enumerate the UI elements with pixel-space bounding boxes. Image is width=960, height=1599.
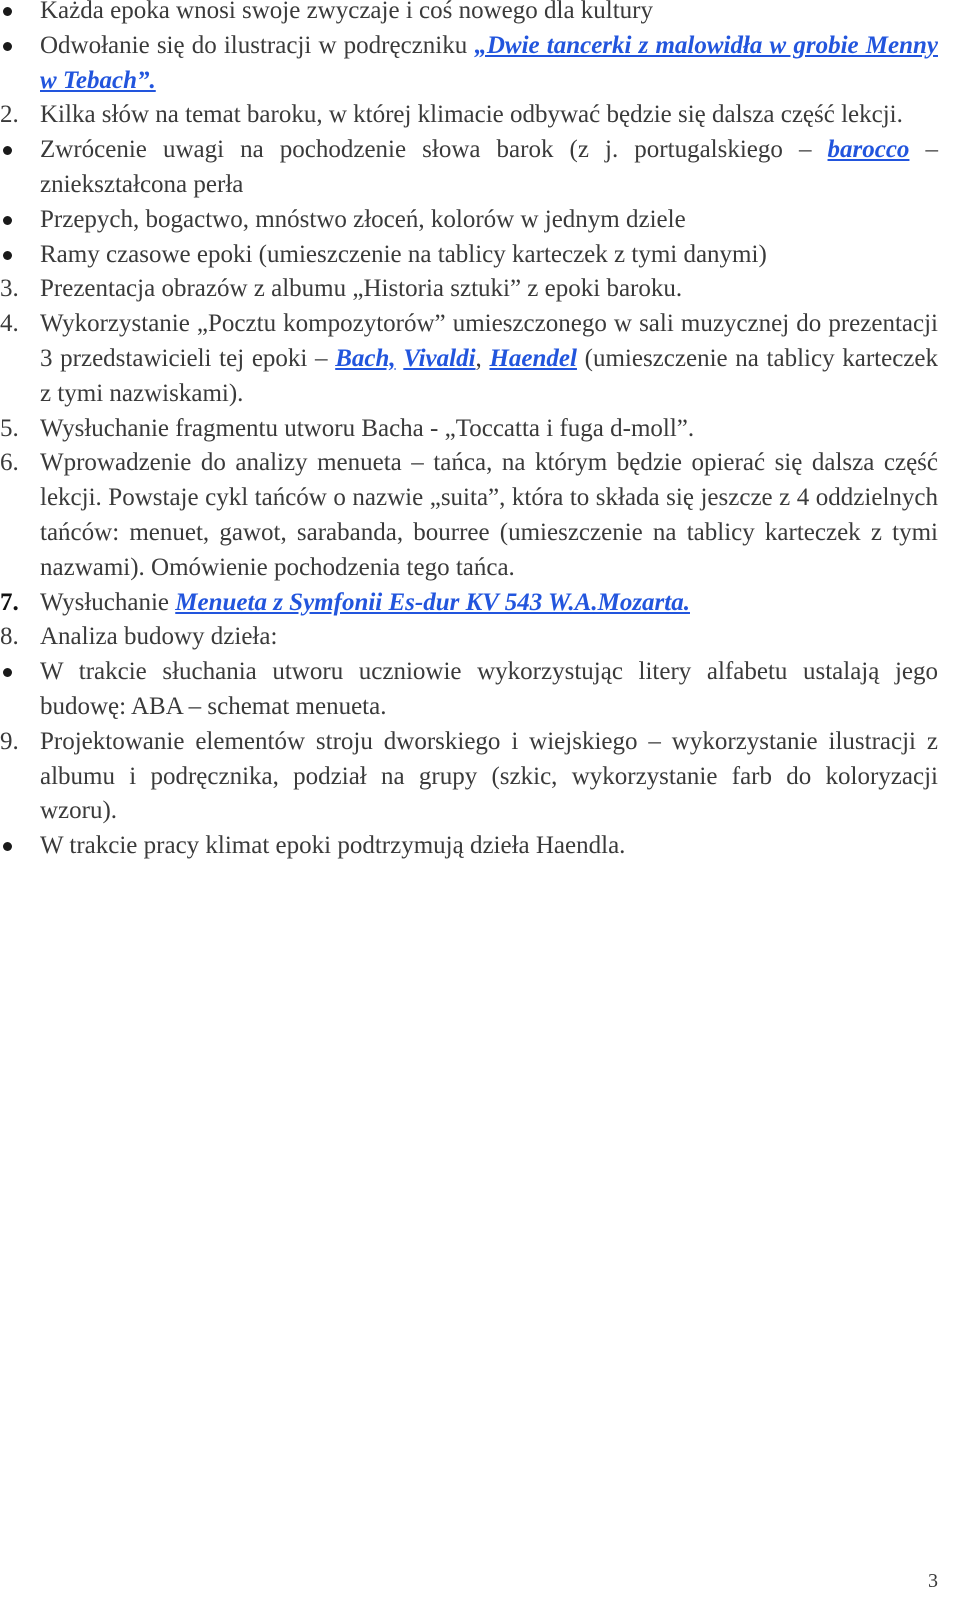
item-number: 2. bbox=[0, 101, 19, 129]
list-item bbox=[0, 412, 960, 447]
item-number: 7. bbox=[0, 588, 19, 616]
item-number: 5. bbox=[0, 414, 19, 442]
separator: , bbox=[475, 344, 490, 372]
illustration-link[interactable]: „Dwie tancerki z malowidła w grobie Menny w Tebach”. bbox=[40, 31, 938, 94]
list-item bbox=[0, 725, 960, 829]
item-number: 8. bbox=[0, 623, 19, 651]
list-item bbox=[0, 0, 960, 29]
barocco-link[interactable]: barocco bbox=[827, 136, 910, 164]
item-text: Kilka słów na temat baroku, w której klimacie odbywać będzie się dalsza część lekcji. bbox=[40, 101, 903, 129]
list-item bbox=[0, 586, 960, 621]
item-text: Wysłuchanie fragmentu utworu Bacha - „Toccatta i fuga d-moll”. bbox=[40, 414, 695, 442]
list-item bbox=[0, 133, 960, 203]
vivaldi-link[interactable]: Vivaldi bbox=[403, 344, 476, 372]
list-item bbox=[0, 620, 960, 655]
list-item bbox=[0, 446, 960, 585]
item-text: Przepych, bogactwo, mnóstwo złoceń, kolorów w jednym dziele bbox=[40, 205, 686, 233]
item-text: Ramy czasowe epoki (umieszczenie na tablicy karteczek z tymi danymi) bbox=[40, 240, 767, 268]
item-number: 9. bbox=[0, 727, 19, 755]
item-number: 6. bbox=[0, 449, 19, 477]
item-text: Wprowadzenie do analizy menueta – tańca, na którym będzie opierać się dalsza część lekcji. Powstaje cykl tańców o nazwie „suita”, która to składa się jeszcze z 4 oddzielnych tańców: menuet, gawot, sarabanda, bourree (umieszczenie na tablicy karteczek z tymi nazwami). Omówienie pochodzenia tego tańca. bbox=[40, 449, 938, 581]
item-text-after: – zniekształcona perła bbox=[40, 136, 939, 198]
item-text-after: (umieszczenie na tablicy karteczek z tymi nazwiskami). bbox=[40, 344, 938, 407]
list-item bbox=[0, 203, 960, 238]
list-item bbox=[0, 238, 960, 273]
list-item bbox=[0, 272, 960, 307]
list-item bbox=[0, 29, 960, 99]
item-text: Każda epoka wnosi swoje zwyczaje i coś nowego dla kultury bbox=[40, 0, 654, 24]
item-text: Analiza budowy dzieła: bbox=[40, 623, 278, 651]
item-text: Zwrócenie uwagi na pochodzenie słowa barok (z j. portugalskiego – bbox=[40, 136, 828, 164]
list-item bbox=[0, 307, 960, 411]
item-text: Projektowanie elementów stroju dworskiego i wiejskiego – wykorzystanie ilustracji z albumu i podręcznika, podział na grupy (szkic, wykorzystanie farb do koloryzacji wzoru). bbox=[40, 727, 938, 825]
item-text: W trakcie pracy klimat epoki podtrzymują dzieła Haendla. bbox=[40, 832, 626, 860]
item-number: 4. bbox=[0, 310, 19, 338]
page-number: 3 bbox=[928, 1570, 938, 1592]
item-text: Odwołanie się do ilustracji w podręczniku bbox=[40, 31, 475, 59]
item-text: Wysłuchanie bbox=[40, 588, 176, 616]
haendel-link[interactable]: Haendel bbox=[489, 344, 577, 372]
mozart-menuet-link[interactable]: Menueta z Symfonii Es-dur KV 543 W.A.Mozarta. bbox=[175, 588, 690, 616]
item-text: Prezentacja obrazów z albumu „Historia sztuki” z epoki baroku. bbox=[40, 275, 683, 303]
item-number: 3. bbox=[0, 275, 19, 303]
bach-link[interactable]: Bach, bbox=[335, 344, 396, 372]
item-text: W trakcie słuchania utworu uczniowie wykorzystując litery alfabetu ustalają jego budowę: ABA – schemat menueta. bbox=[40, 658, 938, 720]
list-item bbox=[0, 655, 960, 725]
list-item bbox=[0, 829, 960, 864]
item-text: Wykorzystanie „Pocztu kompozytorów” umieszczonego w sali muzycznej do prezentacji 3 przedstawicieli tej epoki – bbox=[40, 310, 938, 372]
list-item bbox=[0, 98, 960, 133]
